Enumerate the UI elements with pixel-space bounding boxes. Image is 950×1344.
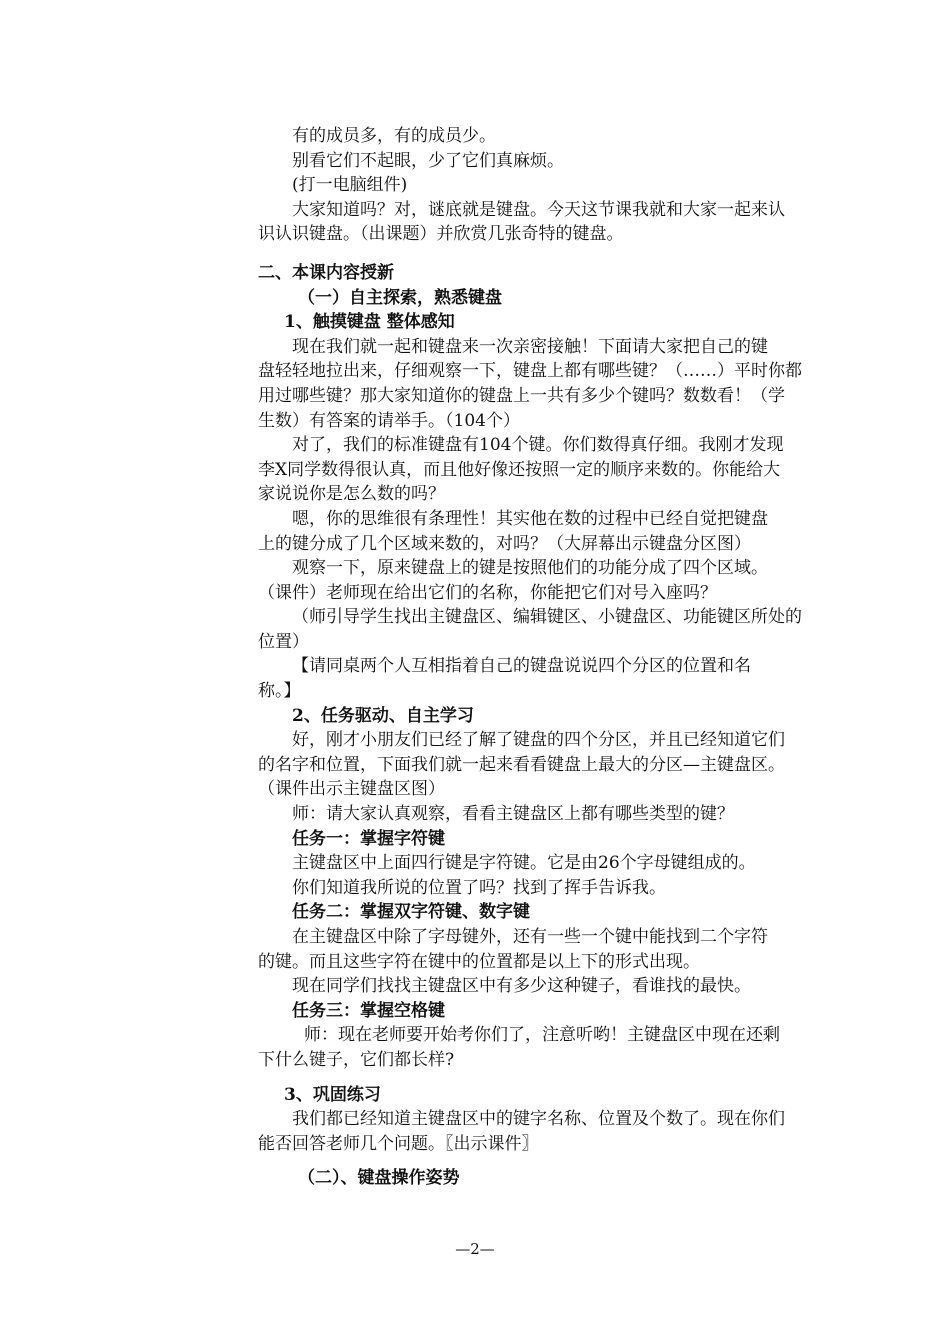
- paragraph-line: 主键盘区中上面四行键是字符键。它是由26个字母键组成的。: [292, 853, 756, 874]
- paragraph-line: （课件出示主键盘区图）: [258, 779, 445, 800]
- item-heading: 2、任务驱动、自主学习: [292, 705, 474, 726]
- paragraph-line: 盘轻轻地拉出来，仔细观察一下，键盘上都有哪些键？（……）平时你都: [258, 361, 802, 382]
- subsection-heading: （二）、键盘操作姿势: [298, 1168, 460, 1189]
- task-heading: 任务二：掌握双字符键、数字键: [292, 902, 530, 923]
- paragraph-line: 李X同学数得很认真，而且他好像还按照一定的顺序来数的。你能给大: [258, 459, 781, 480]
- paragraph-line: 的键。而且这些字符在键中的位置都是以上下的形式出现。: [258, 951, 700, 972]
- riddle-line-2: 别看它们不起眼，少了它们真麻烦。: [292, 150, 564, 171]
- riddle-line-1: 有的成员多，有的成员少。: [292, 126, 496, 146]
- paragraph-line: 现在同学们找找主键盘区中有多少这种键子，看谁找的最快。: [292, 976, 751, 997]
- paragraph-line: 对了，我们的标准键盘有104个键。你们数得真仔细。我刚才发现: [292, 435, 784, 456]
- paragraph-line: 好，刚才小朋友们已经了解了键盘的四个分区，并且已经知道它们: [292, 730, 785, 751]
- paragraph-line: 观察一下，原来键盘上的键是按照他们的功能分成了四个区域。: [292, 558, 768, 579]
- paragraph-line: 师：请大家认真观察，看看主键盘区上都有哪些类型的键？: [292, 804, 734, 825]
- paragraph-line: 生数）有答案的请举手。（104个）: [258, 410, 520, 431]
- section-heading: 二、本课内容授新: [258, 262, 394, 283]
- subsection-heading: （一）自主探索，熟悉键盘: [298, 287, 502, 308]
- paragraph-line: 家说说你是怎么数的吗？: [258, 484, 445, 505]
- document-body: [258, 124, 838, 1191]
- paragraph-line: 用过哪些键？那大家知道你的键盘上一共有多少个键吗？数数看！（学: [258, 385, 785, 406]
- item-heading: 3、巩固练习: [284, 1084, 381, 1105]
- paragraph-line: （师引导学生找出主键盘区、编辑键区、小键盘区、功能键区所处的: [292, 607, 802, 628]
- item-heading: 1、触摸键盘 整体感知: [284, 312, 455, 333]
- paragraph-line: 师：现在老师要开始考你们了，注意听哟！主键盘区中现在还剩: [304, 1025, 780, 1046]
- paragraph-line: 能否回答老师几个问题。〖出示课件〗: [258, 1133, 539, 1154]
- paragraph-line: 识认识键盘。（出课题）并欣赏几张奇特的键盘。: [258, 224, 624, 245]
- paragraph-line: 大家知道吗？对，谜底就是键盘。今天这节课我就和大家一起来认: [292, 199, 785, 220]
- paragraph-line: 的名字和位置，下面我们就一起来看看键盘上最大的分区—主键盘区。: [258, 754, 785, 775]
- page-number: —2—: [455, 1240, 495, 1258]
- paragraph-line: 【请同桌两个人互相指着自己的键盘说说四个分区的位置和名: [292, 656, 751, 677]
- paragraph-line: 你们知道我所说的位置了吗？找到了挥手告诉我。: [292, 877, 666, 898]
- paragraph-line: 在主键盘区中除了字母键外，还有一些一个键中能找到二个字符: [292, 927, 768, 947]
- paragraph-line: 上的键分成了几个区域来数的，对吗？（大屏幕出示键盘分区图）: [258, 533, 751, 554]
- paragraph-line: （课件）老师现在给出它们的名称，你能把它们对号入座吗？: [258, 582, 717, 603]
- riddle-hint: (打一电脑组件): [292, 175, 408, 196]
- paragraph-line: 嗯，你的思维很有条理性！其实他在数的过程中已经自觉把键盘: [292, 508, 768, 529]
- paragraph-line: 位置）: [258, 631, 309, 652]
- paragraph-line: 现在我们就一起和键盘来一次亲密接触！下面请大家把自己的键: [292, 336, 768, 357]
- task-heading: 任务一：掌握字符键: [292, 828, 445, 849]
- paragraph-line: 下什么键子，它们都长样?: [258, 1049, 455, 1070]
- task-heading: 任务三：掌握空格键: [292, 1000, 445, 1021]
- paragraph-line: 我们都已经知道主键盘区中的键字名称、位置及个数了。现在你们: [292, 1109, 785, 1130]
- paragraph-line: 称。】: [258, 681, 301, 702]
